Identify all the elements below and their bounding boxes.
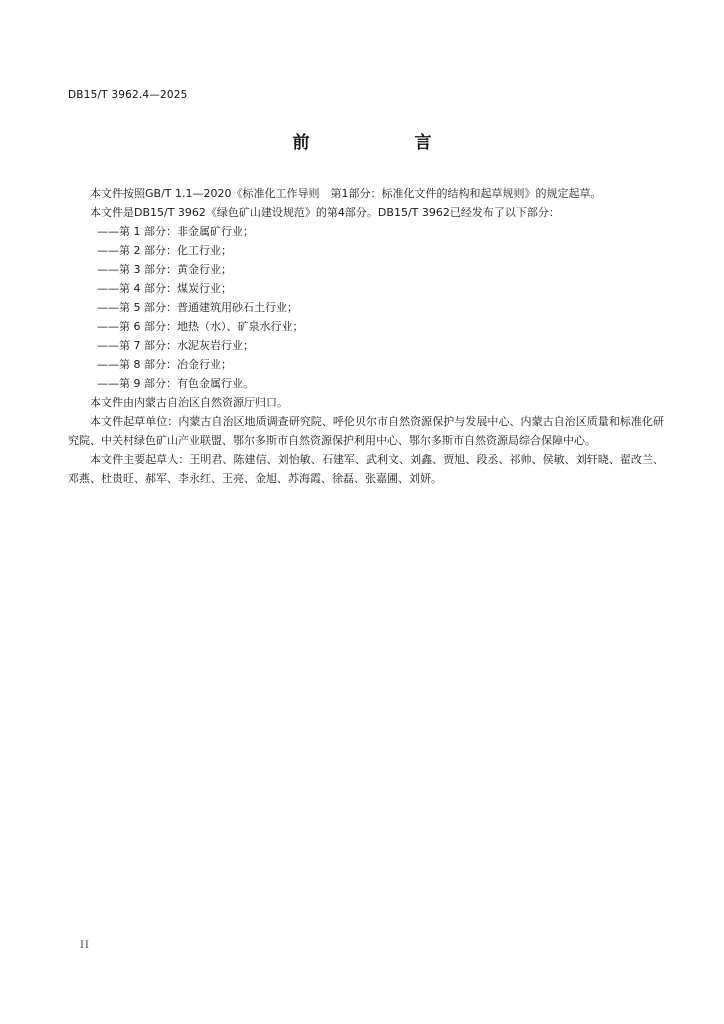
part-list-item-9: ——第 9 部分：有色金属行业。 bbox=[97, 377, 254, 390]
part-list-item-3: ——第 3 部分：黄金行业； bbox=[97, 263, 232, 276]
series-intro-paragraph: 本文件是DB15/T 3962《绿色矿山建设规范》的第4部分。DB15/T 3962已经发布了以下部分： bbox=[90, 206, 560, 219]
part-list-item-7: ——第 7 部分：水泥灰岩行业； bbox=[97, 339, 254, 352]
drafting-units-paragraph: 本文件起草单位：内蒙古自治区地质调查研究院、呼伦贝尔市自然资源保护与发展中心、内蒙古自治区质量和标准化研究院、中关村绿色矿山产业联盟、鄂尔多斯市自然资源保护利用中心、鄂尔多斯市自然资源局综合保障中心。 bbox=[68, 415, 664, 447]
drafting-basis-paragraph: 本文件按照GB/T 1.1—2020《标准化工作导则 第1部分：标准化文件的结构和起草规则》的规定起草。 bbox=[90, 187, 602, 200]
page-number: II bbox=[80, 940, 90, 951]
part-list-item-1: ——第 1 部分：非金属矿行业； bbox=[97, 225, 254, 238]
drafters-paragraph: 本文件主要起草人：王明君、陈建信、刘怡敏、石建军、武利文、刘鑫、贾旭、段丞、祁帅、侯敏、刘轩晓、翟改兰、邓燕、杜贵旺、郝军、李永红、王亮、金旭、苏海霞、徐磊、张嘉圃、刘妍。 bbox=[68, 453, 664, 485]
authority-paragraph: 本文件由内蒙古自治区自然资源厅归口。 bbox=[90, 396, 288, 409]
page-title: 前 言 bbox=[292, 133, 476, 153]
part-list-item-2: ——第 2 部分：化工行业； bbox=[97, 244, 232, 257]
foreword-body bbox=[68, 184, 664, 488]
part-list-item-6: ——第 6 部分：地热（水）、矿泉水行业； bbox=[97, 320, 304, 333]
part-list-item-8: ——第 8 部分：冶金行业； bbox=[97, 358, 232, 371]
part-list-item-5: ——第 5 部分：普通建筑用砂石土行业； bbox=[97, 301, 298, 314]
part-list-item-4: ——第 4 部分：煤炭行业； bbox=[97, 282, 232, 295]
standard-code: DB15/T 3962.4—2025 bbox=[68, 89, 188, 101]
